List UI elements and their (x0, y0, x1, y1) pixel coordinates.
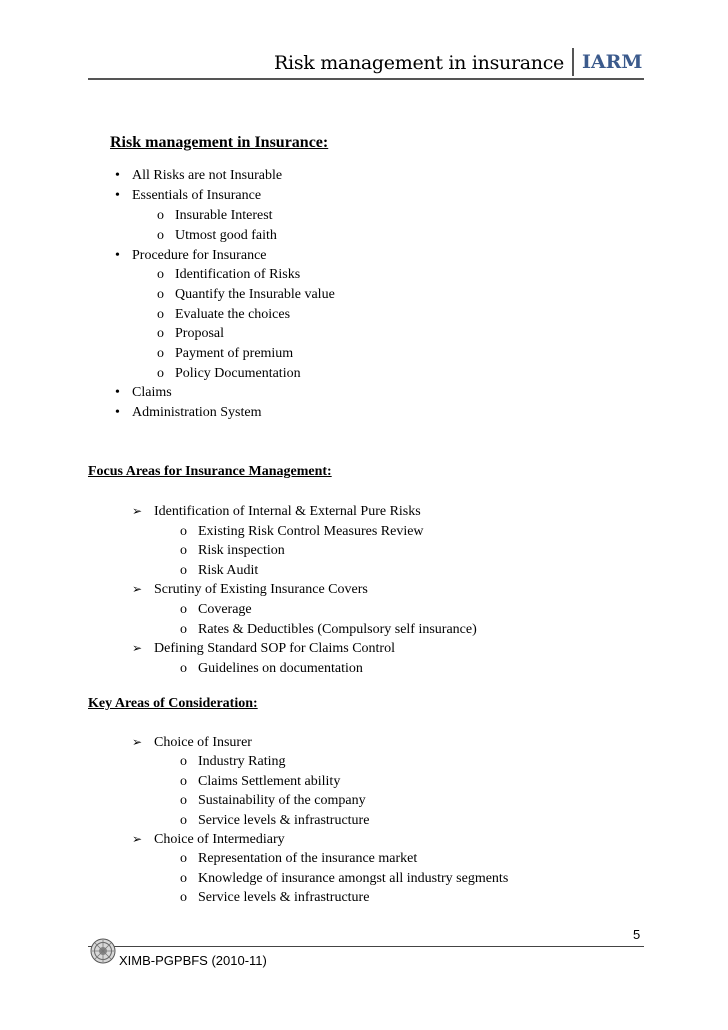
sub-bullet-marker: o (180, 774, 187, 789)
list-item: Service levels & infrastructure (198, 890, 370, 905)
list-item: Payment of premium (175, 346, 294, 361)
arrow-bullet-icon: ➢ (132, 641, 143, 655)
list-item: Defining Standard SOP for Claims Control (154, 641, 395, 656)
sub-bullet-marker: o (157, 326, 164, 341)
sub-bullet-marker: o (180, 890, 187, 905)
list-item: Representation of the insurance market (198, 851, 418, 866)
sub-bullet-marker: o (157, 208, 164, 223)
list-item: Service levels & infrastructure (198, 813, 370, 828)
sub-bullet-marker: o (157, 267, 164, 282)
bullet-marker: • (115, 385, 120, 400)
sub-bullet-marker: o (180, 754, 187, 769)
sub-bullet-marker: o (157, 287, 164, 302)
list-item: Sustainability of the company (198, 793, 366, 808)
bullet-marker: • (115, 405, 120, 420)
list-item: Proposal (175, 326, 224, 341)
list-item: Utmost good faith (175, 228, 277, 243)
list-item: All Risks are not Insurable (132, 168, 283, 183)
footer-rule (88, 946, 644, 947)
sub-bullet-marker: o (180, 793, 187, 808)
list-item: Essentials of Insurance (132, 188, 262, 203)
sub-bullet-marker: o (157, 346, 164, 361)
list-item: Claims Settlement ability (198, 774, 341, 789)
list-item: Administration System (132, 405, 262, 420)
list-item: Industry Rating (198, 754, 286, 769)
list-item: Existing Risk Control Measures Review (198, 524, 424, 539)
list-item: Claims (132, 385, 172, 400)
list-item: Identification of Risks (175, 267, 301, 282)
bullet-marker: • (115, 168, 120, 183)
page-header (88, 48, 644, 80)
list-item: Quantify the Insurable value (175, 287, 335, 302)
list-item: Identification of Internal & External Pure Risks (154, 504, 421, 519)
institute-seal-icon (90, 938, 116, 964)
list-item: Choice of Insurer (154, 735, 252, 750)
list-item: Procedure for Insurance (132, 248, 267, 263)
list-item: Knowledge of insurance amongst all industry segments (198, 871, 509, 886)
sub-bullet-marker: o (180, 661, 187, 676)
header-brand: IARM (582, 51, 643, 73)
sub-bullet-marker: o (180, 563, 187, 578)
sub-bullet-marker: o (180, 851, 187, 866)
sub-bullet-marker: o (180, 602, 187, 617)
bullet-marker: • (115, 188, 120, 203)
sub-bullet-marker: o (157, 366, 164, 381)
list-item: Choice of Intermediary (154, 832, 285, 847)
sub-bullet-marker: o (180, 813, 187, 828)
section-title-risk-management: Risk management in Insurance: (110, 134, 329, 151)
section-title-key-areas: Key Areas of Consideration: (88, 696, 258, 711)
sub-bullet-marker: o (157, 228, 164, 243)
sub-bullet-marker: o (180, 622, 187, 637)
list-item: Insurable Interest (175, 208, 273, 223)
list-item: Coverage (198, 602, 252, 617)
section-title-focus-areas: Focus Areas for Insurance Management: (88, 464, 332, 479)
footer-text: XIMB-PGPBFS (2010-11) (119, 953, 267, 968)
sub-bullet-marker: o (180, 543, 187, 558)
arrow-bullet-icon: ➢ (132, 735, 143, 749)
header-rule (88, 78, 644, 80)
list-item: Rates & Deductibles (Compulsory self insurance) (198, 622, 477, 637)
bullet-marker: • (115, 248, 120, 263)
header-separator (572, 48, 574, 76)
header-title: Risk management in insurance (274, 52, 564, 74)
list-item: Scrutiny of Existing Insurance Covers (154, 582, 368, 597)
list-item: Evaluate the choices (175, 307, 291, 322)
list-item: Guidelines on documentation (198, 661, 363, 676)
arrow-bullet-icon: ➢ (132, 832, 143, 846)
arrow-bullet-icon: ➢ (132, 504, 143, 518)
list-item: Risk Audit (198, 563, 259, 578)
sub-bullet-marker: o (157, 307, 164, 322)
sub-bullet-marker: o (180, 524, 187, 539)
arrow-bullet-icon: ➢ (132, 582, 143, 596)
sub-bullet-marker: o (180, 871, 187, 886)
page-number: 5 (633, 927, 641, 942)
list-item: Policy Documentation (175, 366, 301, 381)
list-item: Risk inspection (198, 543, 285, 558)
